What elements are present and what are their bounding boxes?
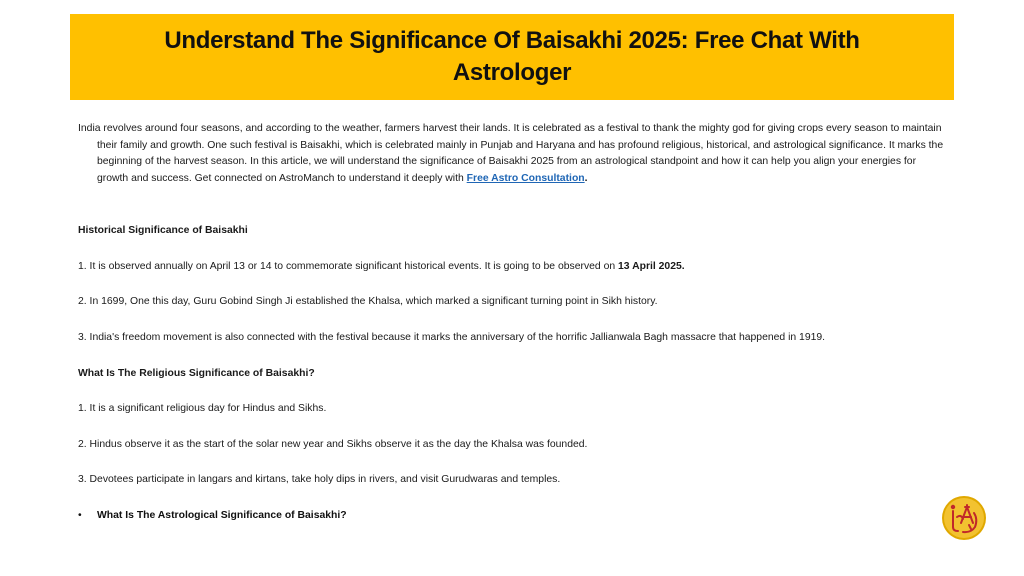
historical-item-1-text: 1. It is observed annually on April 13 or 14 to commemorate significant historical events. It is going to be observed on (78, 261, 619, 272)
religious-item-3: 3. Devotees participate in langars and kirtans, take holy dips in rivers, and visit Gurudwaras and temples. (78, 474, 561, 485)
religious-item-1: 1. It is a significant religious day for Hindus and Sikhs. (78, 403, 327, 414)
historical-item-1 (78, 260, 685, 274)
page-title: Understand The Significance Of Baisakhi 2025: Free Chat With Astrologer (164, 27, 860, 86)
free-astro-consultation-link[interactable]: Free Astro Consultation (466, 172, 585, 184)
observance-date: 13 April 2025. (618, 261, 685, 272)
intro-period: . (584, 172, 588, 184)
religious-item-2: 2. Hindus observe it as the start of the solar new year and Sikhs observe it as the day the Khalsa was founded. (78, 439, 588, 450)
intro-section (78, 121, 948, 187)
intro-paragraph (78, 121, 948, 187)
historical-item-3: 3. India's freedom movement is also connected with the festival because it marks the anniversary of the horrific Jallianwala Bagh massacre that happened in 1919. (78, 332, 826, 343)
religious-heading: What Is The Religious Significance of Baisakhi? (78, 368, 315, 379)
title-banner (70, 14, 954, 100)
astromanch-logo-icon (941, 495, 987, 541)
bullet-icon: • (78, 510, 82, 521)
historical-heading: Historical Significance of Baisakhi (78, 225, 248, 236)
intro-text: India revolves around four seasons, and according to the weather, farmers harvest their lands. It is celebrated as a festival to thank the mighty god for giving crops every season to maintain their family and growth. One such festival is Baisakhi, which is celebrated mainly in Punjab and Haryana and has profound religious, historical, and astrological significance. It marks the beginning of the harvest season. In this article, we will understand the significance of Baisakhi 2025 from an astrological standpoint and how it can help you align your energies for growth and success. Get connected on AstroManch to understand it deeply with (78, 123, 944, 184)
historical-item-2: 2. In 1699, One this day, Guru Gobind Singh Ji established the Khalsa, which marked a significant turning point in Sikh history. (78, 296, 658, 307)
astrological-heading: What Is The Astrological Significance of Baisakhi? (97, 510, 347, 521)
astrological-heading-row (78, 509, 347, 523)
